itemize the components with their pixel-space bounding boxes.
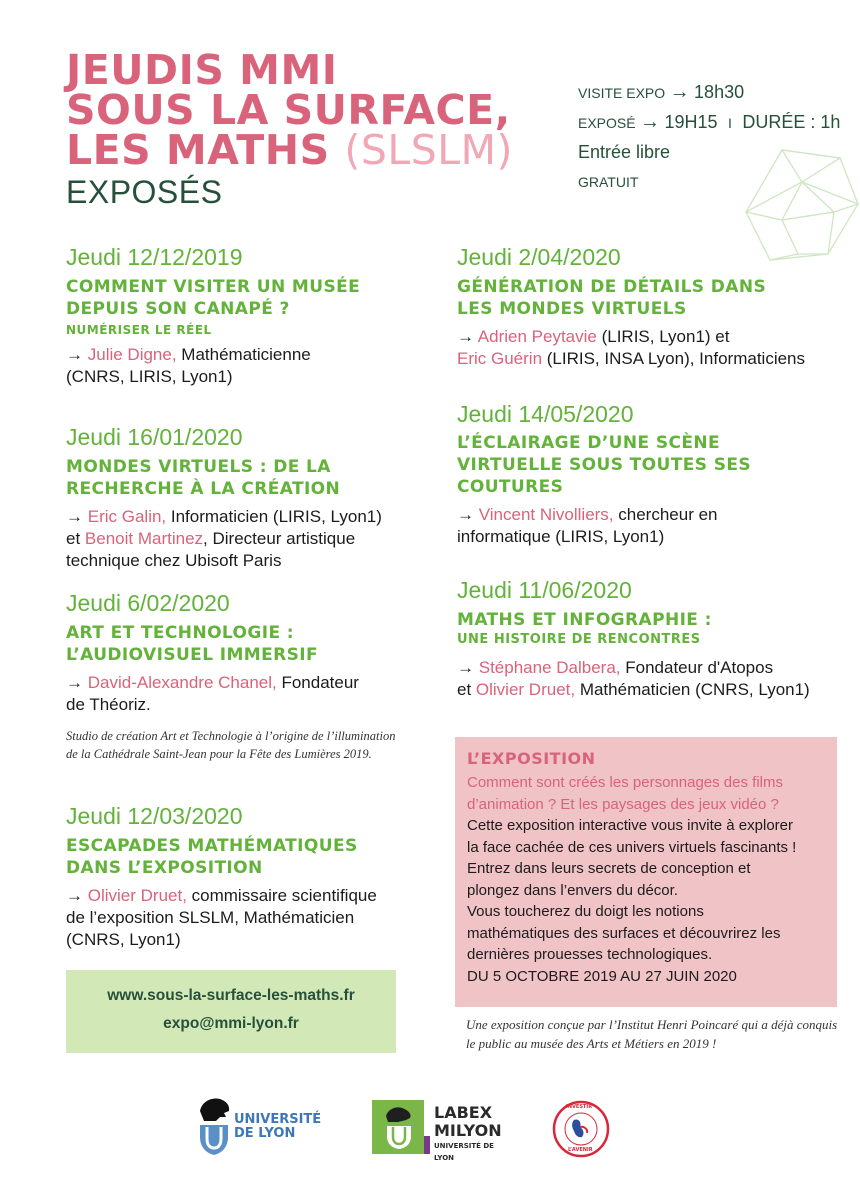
talk-title [66, 835, 446, 879]
speaker-line: de Théoriz. [66, 695, 151, 714]
exposition-line: Vous toucherez du doigt les notions [467, 903, 704, 920]
udl-line-2: DE LYON [234, 1126, 296, 1141]
speaker-role: Fondateur [276, 673, 359, 692]
talk-title [66, 622, 436, 666]
labex-line-3: UNIVERSITÉ DE LYON [434, 1142, 494, 1162]
talk-speaker [66, 506, 436, 572]
speaker-name: Stéphane Dalbera, [478, 658, 621, 677]
talk-title-line: LES MONDES VIRTUELS [457, 299, 687, 319]
speaker-name: David-Alexandre Chanel, [87, 673, 277, 692]
labex-line-1: LABEX [434, 1103, 493, 1122]
exposition-dates: DU 5 OCTOBRE 2019 AU 27 JUIN 2020 [467, 967, 737, 985]
arrow-right-icon: → [640, 111, 661, 133]
talk-note [66, 727, 436, 763]
speaker-role: (LIRIS, INSA Lyon), Informaticiens [542, 349, 805, 368]
talk-subtitle: NUMÉRISER LE RÉEL [66, 323, 212, 337]
talk-speaker [66, 885, 446, 951]
talk-date: Jeudi 14/05/2020 [457, 401, 634, 427]
udl-line-1: UNIVERSITÉ [234, 1112, 322, 1127]
speaker-name: Julie Digne, [87, 345, 177, 364]
talk-date: Jeudi 2/04/2020 [457, 244, 621, 270]
expose-row [578, 112, 840, 142]
speaker-role: Mathématicienne [176, 345, 311, 364]
arrow-right-icon: → [457, 505, 474, 524]
talk-title-line: GÉNÉRATION DE DÉTAILS DANS [457, 277, 767, 297]
talk-title-line: VIRTUELLE SOUS TOUTES SES [457, 455, 752, 475]
ia-bottom-text: L’AVENIR [568, 1147, 593, 1153]
exposition-heading: L’EXPOSITION [467, 749, 596, 768]
arrow-right-icon: → [66, 345, 83, 364]
exposition-line: Cette exposition interactive vous invite à explorer [467, 817, 794, 834]
talk-block [66, 802, 446, 951]
speaker-prefix: et [457, 680, 476, 699]
investir-avenir-logo [552, 1100, 612, 1160]
arrow-right-icon: → [66, 886, 83, 905]
talk-title [457, 276, 857, 320]
speaker-line: (CNRS, Lyon1) [66, 930, 181, 949]
speaker-line [457, 679, 857, 701]
talk-subtitle: UNE HISTOIRE DE RENCONTRES [457, 632, 701, 647]
duree: DURÉE : 1h [742, 112, 841, 132]
labex-text [434, 1104, 512, 1164]
exposition-content [455, 737, 837, 987]
exposition-line: dernières prouesses technologiques. [467, 946, 713, 963]
talk-title [457, 609, 857, 631]
labex-accent [424, 1136, 430, 1154]
speaker-line [66, 344, 436, 366]
talk-block [66, 243, 436, 388]
note-line: de la Cathédrale Saint-Jean pour la Fête des Lumières 2019. [66, 747, 372, 761]
main-title [66, 46, 513, 174]
footnote-line: Une exposition conçue par l’Institut Henri Poincaré qui a déjà conquis [466, 1017, 838, 1032]
arrow-right-icon: → [457, 658, 474, 677]
speaker-line [457, 657, 857, 679]
labex-milyon-logo [372, 1100, 512, 1162]
talk-speaker [457, 504, 857, 548]
title-line-2: SOUS LA SURFACE, [66, 86, 511, 134]
speaker-line: (CNRS, LIRIS, Lyon1) [66, 367, 233, 386]
talk-title-line: RECHERCHE À LA CRÉATION [66, 479, 341, 499]
speaker-name: Eric Guérin [457, 349, 543, 368]
talk-title-line: COMMENT VISITER UN MUSÉE [66, 277, 361, 297]
speaker-line [457, 504, 857, 526]
arrow-right-icon: → [457, 327, 474, 346]
speaker-name: Olivier Druet, [87, 886, 187, 905]
title-acronym: (SLSLM) [344, 126, 513, 174]
speaker-name: Olivier Druet, [475, 680, 576, 699]
speaker-name: Eric Galin, [87, 507, 167, 526]
talk-speaker [457, 326, 857, 370]
exposition-question: d’animation ? Et les paysages des jeux vidéo ? [467, 795, 779, 813]
speaker-line [457, 348, 857, 370]
speaker-name: Vincent Nivolliers, [478, 505, 614, 524]
lion-icon [384, 1106, 414, 1150]
exposition-line: Entrez dans leurs secrets de conception et [467, 860, 751, 877]
arrow-right-icon: → [669, 81, 690, 103]
talk-block [457, 400, 857, 548]
talk-speaker [66, 672, 436, 716]
arrow-right-icon: → [66, 673, 83, 692]
speaker-name: Benoit Martinez [84, 529, 204, 548]
exposition-line: plongez dans l’envers du décor. [467, 881, 678, 899]
expose-time: 19H15 [664, 112, 718, 132]
speaker-line [66, 528, 436, 550]
talk-title-line: MONDES VIRTUELS : DE LA [66, 457, 331, 477]
talk-date: Jeudi 6/02/2020 [66, 590, 230, 616]
exposition-line: mathématiques des surfaces et découvrirez les [467, 924, 781, 942]
talk-title-line: L’ÉCLAIRAGE D’UNE SCÈNE [457, 433, 721, 453]
lion-icon [196, 1095, 232, 1157]
note-line: Studio de création Art et Technologie à l’origine de l’illumination [66, 729, 396, 743]
speaker-name: Adrien Peytavie [477, 327, 597, 346]
email-link[interactable]: expo@mmi-lyon.fr [163, 1015, 299, 1032]
title-line-3 [66, 126, 513, 174]
universite-de-lyon-logo [196, 1095, 322, 1160]
visite-label: VISITE EXPO [578, 85, 666, 101]
talk-date: Jeudi 16/01/2020 [66, 424, 243, 450]
separator: I [728, 115, 732, 131]
speaker-line [66, 506, 436, 528]
gratuit: GRATUIT [578, 174, 639, 190]
expose-label: EXPOSÉ [578, 115, 636, 131]
talk-title-line: ESCAPADES MATHÉMATIQUES [66, 836, 358, 856]
exposition-box [455, 737, 837, 1007]
section-subtitle: EXPOSÉS [66, 174, 223, 210]
talk-title-line: MATHS ET INFOGRAPHIE : [457, 610, 712, 630]
website-link[interactable]: www.sous-la-surface-les-maths.fr [107, 987, 355, 1004]
speaker-line: technique chez Ubisoft Paris [66, 551, 282, 570]
speaker-role: Mathématicien (CNRS, Lyon1) [575, 680, 810, 699]
title-line-3-text: LES MATHS [66, 126, 330, 174]
speaker-line [457, 326, 857, 348]
talk-title [66, 456, 436, 500]
speaker-line: de l’exposition SLSLM, Mathématicien [66, 908, 355, 927]
exposition-text [467, 772, 825, 987]
entree-libre: Entrée libre [578, 142, 671, 162]
arrow-right-icon: → [66, 507, 83, 526]
talk-block [66, 423, 436, 572]
talk-date: Jeudi 11/06/2020 [457, 577, 632, 603]
exposition-question: Comment sont créés les personnages des films [467, 774, 783, 791]
ia-top-text: INVESTIR [566, 1104, 593, 1110]
speaker-line [66, 672, 436, 694]
talk-block [66, 589, 436, 763]
labex-line-2: MILYON [434, 1121, 502, 1140]
speaker-role: chercheur en [613, 505, 718, 524]
speaker-role: , Directeur artistique [203, 529, 356, 548]
talk-block [457, 243, 857, 370]
speaker-line [66, 885, 446, 907]
schedule-info [578, 82, 840, 193]
title-line-1: JEUDIS MMI [66, 46, 338, 94]
footnote-line: le public au musée des Arts et Métiers en 2019 ! [466, 1036, 717, 1051]
talk-date: Jeudi 12/12/2019 [66, 244, 243, 270]
talk-title [66, 276, 436, 320]
visite-row [578, 82, 840, 112]
visite-time: 18h30 [694, 82, 745, 102]
talk-title-line: ART ET TECHNOLOGIE : [66, 623, 295, 643]
speaker-role: Informaticien (LIRIS, Lyon1) [166, 507, 382, 526]
contact-box [66, 970, 396, 1053]
labex-square [372, 1100, 424, 1154]
speaker-role: Fondateur d'Atopos [620, 658, 774, 677]
speaker-prefix: et [66, 529, 85, 548]
speaker-role: commissaire scientifique [186, 886, 377, 905]
talk-title-line: DEPUIS SON CANAPÉ ? [66, 299, 290, 319]
exposition-line: la face cachée de ces univers virtuels fascinants ! [467, 838, 797, 856]
talk-title [457, 432, 857, 498]
speaker-role: (LIRIS, Lyon1) et [596, 327, 730, 346]
talk-speaker [457, 657, 857, 701]
talk-title-line: COUTURES [457, 477, 564, 497]
talk-block [457, 576, 857, 701]
talk-title-line: DANS L’EXPOSITION [66, 858, 263, 878]
exposition-footnote [466, 1015, 856, 1053]
talk-title-line: L’AUDIOVISUEL IMMERSIF [66, 645, 318, 665]
udl-text [234, 1113, 321, 1141]
speaker-line: informatique (LIRIS, Lyon1) [457, 527, 665, 546]
talk-date: Jeudi 12/03/2020 [66, 803, 243, 829]
talk-speaker [66, 344, 436, 388]
